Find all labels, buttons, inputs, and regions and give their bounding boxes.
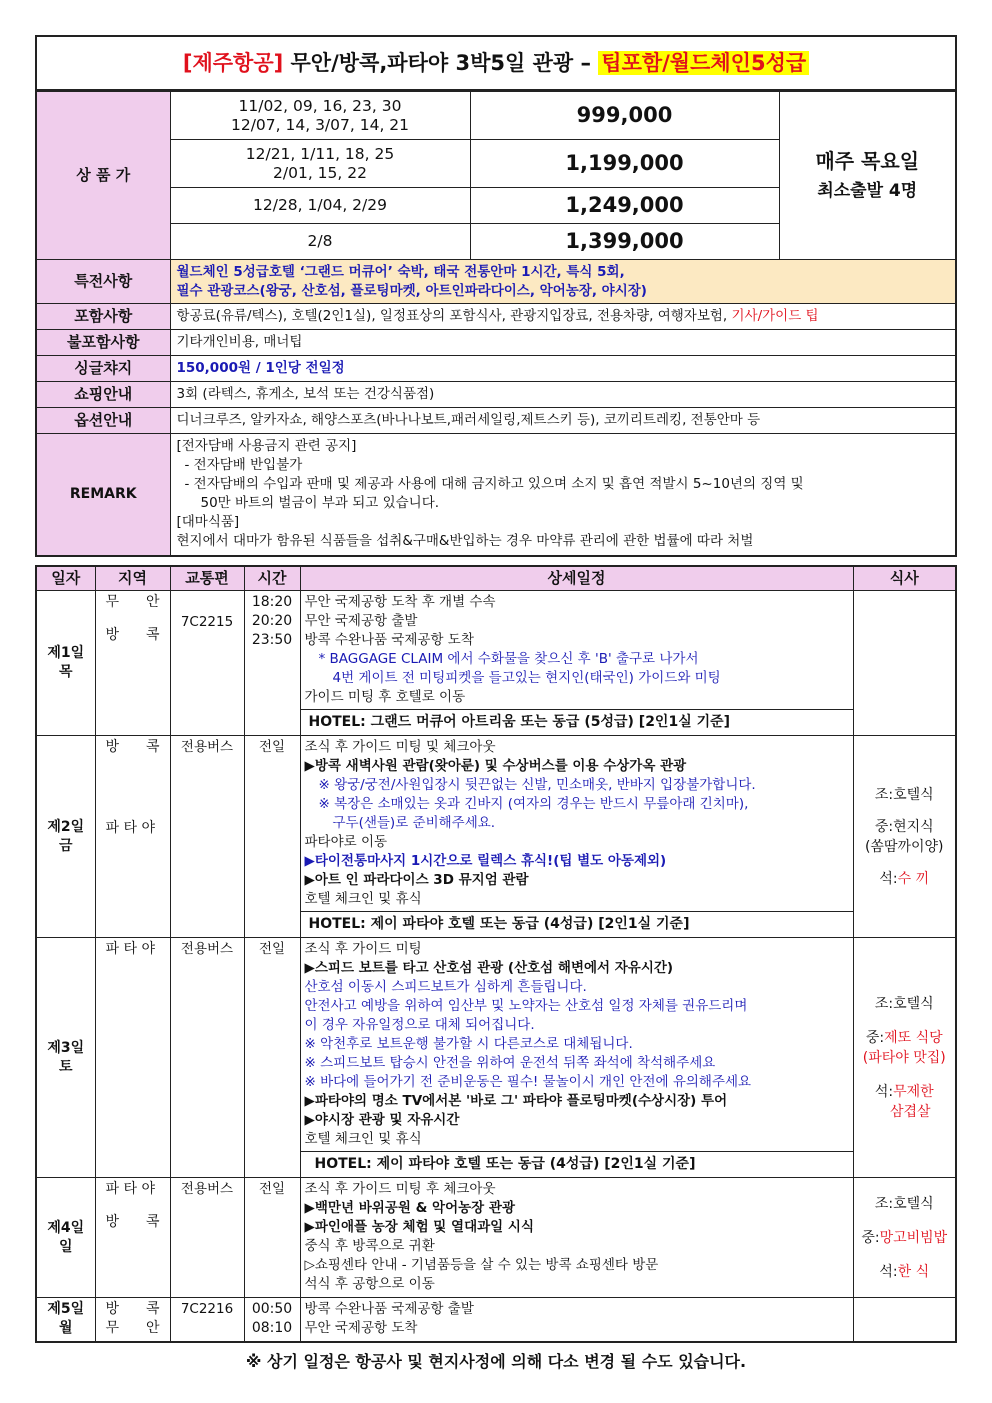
excluded-content: 기타개인비용, 매너팁	[170, 330, 956, 356]
header-region: 지역	[95, 566, 170, 591]
price-1: 999,000	[470, 92, 779, 140]
day-5-times	[244, 1298, 300, 1342]
day-5	[36, 1298, 95, 1342]
excluded-label: 불포함사항	[36, 330, 170, 356]
meal-lunch: 제또 식당	[884, 1029, 943, 1046]
detail-line: ▷쇼핑센타 안내 - 기념품등을 살 수 있는 방콕 쇼핑센타 방문	[304, 1257, 659, 1273]
region-char: 안	[145, 1320, 160, 1336]
included-content	[170, 304, 956, 330]
date-line: 12/07, 14, 3/07, 14, 21	[230, 115, 410, 134]
detail-note: 산호섬 이동시 스피드보트가 심하게 흔들립니다.	[304, 979, 587, 995]
region-char: 방	[105, 627, 120, 643]
date-line: 12/28, 1/04, 2/29	[253, 196, 387, 214]
remark-line: 현지에서 대마가 함유된 식품들을 섭취&구매&반입하는 경우 마약류 관리에 관한 법률에 따라 처벌	[176, 533, 754, 550]
departure-info	[779, 92, 956, 260]
detail-note: 안전사고 예방을 위하여 임산부 및 노약자는 산호섬 일정 자체를 권유드리며	[304, 998, 748, 1014]
time: 00:50	[251, 1301, 293, 1317]
day-1-meal	[853, 591, 956, 736]
footer-note: ※ 상기 일정은 항공사 및 현지사정에 의해 다소 변경 될 수도 있습니다.	[245, 1351, 747, 1371]
date-line: 2/01, 15, 22	[273, 163, 367, 182]
special-label: 특전사항	[36, 260, 170, 304]
day-3-detail	[300, 938, 853, 1152]
meal-lunch-prefix: 중:	[865, 1029, 885, 1046]
detail-line: ▶파타야의 명소 TV에서본 '바로 그' 파타야 플로팅마켓(수상시장) 투어	[304, 1093, 728, 1109]
detail-line: ▶타이전통마사지 1시간으로 릴렉스 휴식!(팁 별도 아동제외)	[304, 853, 667, 869]
day-4-transport: 전용버스	[170, 1178, 244, 1298]
option-label: 옵션안내	[36, 408, 170, 434]
meal-dinner-prefix: 석:	[874, 1083, 894, 1100]
region-char: 콕	[145, 627, 160, 643]
schedule-table	[35, 565, 957, 1343]
day-2-region	[95, 736, 170, 938]
header-meal: 식사	[853, 566, 956, 591]
page-title	[36, 36, 956, 90]
remark-line: [대마식품]	[176, 514, 240, 531]
detail-note: ※ 복장은 소매있는 옷과 긴바지 (여자의 경우는 반드시 무릎아래 긴치마),	[318, 796, 749, 812]
detail-line: ▶아트 인 파라다이스 3D 뮤지엄 관람	[304, 872, 529, 888]
departure-day: 매주 목요일	[815, 148, 920, 173]
region-char: 방	[105, 739, 120, 755]
meal-lunch: 중:현지식	[874, 818, 934, 835]
remark-label: REMARK	[36, 434, 170, 556]
day-5-meal	[853, 1298, 956, 1342]
detail-line: 파타야로 이동	[304, 834, 388, 850]
time: 20:20	[251, 613, 293, 629]
included-label: 포함사항	[36, 304, 170, 330]
day-of-week: 금	[58, 837, 73, 854]
meal-dinner-prefix: 석:	[879, 870, 898, 887]
remark-line: - 전자담배의 수입과 판매 및 제공과 사용에 대해 금지하고 있으며 소지 및 흡연 적발시 5~10년의 징역 및	[184, 476, 804, 493]
remark-line: [전자담배 사용금지 관련 공지]	[176, 438, 357, 455]
shopping-content: 3회 (라텍스, 휴게소, 보석 또는 건강식품점)	[170, 382, 956, 408]
region-char: 안	[145, 594, 160, 610]
day-1-times	[244, 591, 300, 736]
meal-lunch-detail: (쏨땀까이양)	[864, 838, 944, 855]
day-3-meal	[853, 938, 956, 1178]
day-label: 제3일	[47, 1039, 85, 1056]
region-char: 방	[105, 1301, 120, 1317]
day-4-region	[95, 1178, 170, 1298]
time: 08:10	[251, 1320, 293, 1336]
detail-line: 조식 후 가이드 미팅 후 체크아웃	[304, 1181, 496, 1197]
detail-line: 석식 후 공항으로 이동	[304, 1276, 435, 1292]
region-char: 무	[105, 1320, 120, 1336]
day-of-week: 토	[58, 1058, 73, 1075]
remark-line: 50만 바트의 벌금이 부과 되고 있습니다.	[200, 495, 440, 512]
option-content: 디너크루즈, 알카자쇼, 해양스포츠(바나나보트,패러세일링,제트스키 등), 코끼리트레킹, 전통안마 등	[170, 408, 956, 434]
header-transport: 교통편	[170, 566, 244, 591]
day-2	[36, 736, 95, 938]
detail-line: 무안 국제공항 출발	[304, 613, 418, 629]
day-1-hotel: HOTEL: 그랜드 머큐어 아트리움 또는 동급 (5성급) [2인1실 기준]	[300, 710, 853, 736]
price-2: 1,199,000	[470, 140, 779, 188]
detail-note: ※ 바다에 들어가기 전 준비운동은 필수! 물놀이시 개인 안전에 유의해주세요	[304, 1074, 752, 1090]
day-2-hotel: HOTEL: 제이 파타야 호텔 또는 동급 (4성급) [2인1실 기준]	[300, 912, 853, 938]
detail-line: ▶방콕 새벽사원 관람(왓아룬) 및 수상버스를 이용 수상가옥 관광	[304, 758, 687, 774]
day-4-detail	[300, 1178, 853, 1298]
detail-line: 가이드 미팅 후 호텔로 이동	[304, 689, 466, 705]
meal-dinner-detail: 삼겹살	[889, 1103, 931, 1120]
remark-line: - 전자담배 반입불가	[184, 457, 303, 474]
price-label: 상 품 가	[36, 92, 170, 260]
region-char: 콕	[145, 739, 160, 755]
detail-note: ※ 스피드보트 탑승시 안전을 위하여 운전석 뒤쪽 좌석에 착석해주세요	[304, 1055, 716, 1071]
day-3-hotel: HOTEL: 제이 파타야 호텔 또는 동급 (4성급) [2인1실 기준]	[300, 1152, 853, 1178]
detail-line: 무안 국제공항 도착 후 개별 수속	[304, 594, 496, 610]
price-dates-3	[170, 188, 470, 224]
day-2-meal	[853, 736, 956, 938]
detail-line: 호텔 체크인 및 휴식	[304, 891, 422, 907]
day-of-week: 목	[58, 664, 73, 680]
day-1	[36, 591, 95, 736]
special-line: 월드체인 5성급호텔 ‘그랜드 머큐어’ 숙박, 태국 전통안마 1시간, 특식 5회,	[176, 263, 625, 280]
detail-line: 조식 후 가이드 미팅	[304, 941, 422, 957]
day-1-region	[95, 591, 170, 736]
included-tip: 기사/가이드 팁	[731, 308, 819, 324]
region-char: 파 타 야	[105, 1181, 155, 1197]
day-of-week: 일	[58, 1238, 73, 1255]
special-line: 필수 관광코스(왕궁, 산호섬, 플로팅마켓, 아트인파라다이스, 악어농장, 야시장)	[176, 282, 647, 299]
day-4	[36, 1178, 95, 1298]
price-3: 1,249,000	[470, 188, 779, 224]
detail-note: 구두(샌들)로 준비해주세요.	[332, 815, 496, 831]
detail-line: 중식 후 방콕으로 귀환	[304, 1238, 435, 1254]
detail-line: 방콕 수완나품 국제공항 출발	[304, 1301, 474, 1317]
price-dates-2	[170, 140, 470, 188]
meal-dinner: 수 끼	[897, 870, 930, 887]
day-2-time: 전일	[244, 736, 300, 938]
day-of-week: 월	[58, 1320, 73, 1337]
day-5-transport: 7C2216	[170, 1298, 244, 1342]
meal-lunch-prefix: 중:	[861, 1229, 880, 1246]
meal-dinner: 무제한	[893, 1083, 934, 1100]
day-3-region: 파 타 야	[95, 938, 170, 1178]
time: 23:50	[251, 632, 293, 648]
day-label: 제4일	[47, 1219, 85, 1236]
day-4-time: 전일	[244, 1178, 300, 1298]
date-line: 11/02, 09, 16, 23, 30	[238, 96, 402, 115]
single-label: 싱글챠지	[36, 356, 170, 382]
detail-line: 무안 국제공항 도착	[304, 1320, 418, 1336]
region-char: 방	[105, 1214, 120, 1230]
day-3-time: 전일	[244, 938, 300, 1178]
detail-line: 조식 후 가이드 미팅 및 체크아웃	[304, 739, 496, 755]
price-dates-1	[170, 92, 470, 140]
day-2-detail	[300, 736, 853, 912]
price-dates-4	[170, 224, 470, 260]
day-5-detail	[300, 1298, 853, 1342]
header-day: 일자	[36, 566, 95, 591]
day-label: 제5일	[47, 1301, 85, 1318]
title-table	[35, 35, 957, 91]
detail-line: ▶백만년 바위공원 & 악어농장 관광	[304, 1200, 515, 1216]
day-label: 제2일	[47, 818, 85, 835]
meal-dinner: 한 식	[897, 1263, 930, 1280]
header-detail: 상세일정	[300, 566, 853, 591]
remark-content	[170, 434, 956, 556]
day-5-region	[95, 1298, 170, 1342]
day-2-transport: 전용버스	[170, 736, 244, 938]
detail-note: ※ 왕궁/궁전/사원입장시 뒷끈없는 신발, 민소매옷, 반바지 입장불가합니다.	[318, 777, 756, 793]
detail-line: 방콕 수완나품 국제공항 도착	[304, 632, 474, 648]
detail-note: 4번 게이트 전 미팅피켓을 들고있는 현지인(태국인) 가이드와 미팅	[332, 670, 721, 686]
meal-breakfast: 조:호텔식	[874, 1195, 934, 1212]
region-char: 콕	[145, 1301, 160, 1317]
detail-line: 호텔 체크인 및 휴식	[304, 1131, 422, 1147]
region-char: 무	[105, 594, 120, 610]
meal-lunch: 망고비빔밥	[879, 1229, 948, 1246]
region-char: 콕	[145, 1214, 160, 1230]
day-label: 제1일	[47, 645, 85, 661]
included-text: 항공료(유류/텍스), 호텔(2인1실), 일정표상의 포함식사, 관광지입장료, 전용차량, 여행자보험,	[176, 308, 732, 324]
detail-line: ▶파인애플 농장 체험 및 열대과일 시식	[304, 1219, 534, 1235]
title-main: 무안/방콕,파타야 3박5일 관광 –	[283, 50, 599, 75]
min-departure: 최소출발 4명	[817, 180, 918, 201]
meal-breakfast: 조:호텔식	[874, 786, 934, 803]
airline-tag: [제주항공]	[182, 50, 284, 75]
detail-note: 이 경우 자유일정으로 대체 되어집니다.	[304, 1017, 535, 1033]
price-4: 1,399,000	[470, 224, 779, 260]
date-line: 2/8	[307, 232, 333, 250]
date-line: 12/21, 1/11, 18, 25	[245, 144, 395, 163]
region-char: 파 타 야	[105, 820, 155, 836]
detail-line: ▶야시장 관광 및 자유시간	[304, 1112, 460, 1128]
detail-line: ▶스피드 보트를 타고 산호섬 관광 (산호섬 해변에서 자유시간)	[304, 960, 674, 976]
shopping-label: 쇼핑안내	[36, 382, 170, 408]
meal-dinner-prefix: 석:	[879, 1263, 898, 1280]
special-content	[170, 260, 956, 304]
day-4-meal	[853, 1178, 956, 1298]
day-1-detail	[300, 591, 853, 710]
itinerary-document	[35, 35, 957, 1372]
single-content: 150,000원 / 1인당 전일정	[170, 356, 956, 382]
detail-note: * BAGGAGE CLAIM 에서 수화물을 찾으신 후 'B' 출구로 나가서	[318, 651, 699, 667]
time: 18:20	[251, 594, 293, 610]
header-time: 시간	[244, 566, 300, 591]
meal-lunch-detail: (파타야 맛집)	[862, 1049, 946, 1066]
day-1-transport: 7C2215	[170, 591, 244, 736]
day-3	[36, 938, 95, 1178]
day-3-transport: 전용버스	[170, 938, 244, 1178]
meal-breakfast: 조:호텔식	[874, 995, 934, 1012]
title-highlight: 팁포함/월드체인5성급	[598, 51, 809, 75]
detail-note: ※ 악천후로 보트운행 불가할 시 다른코스로 대체됩니다.	[304, 1036, 633, 1052]
info-table	[35, 91, 957, 557]
